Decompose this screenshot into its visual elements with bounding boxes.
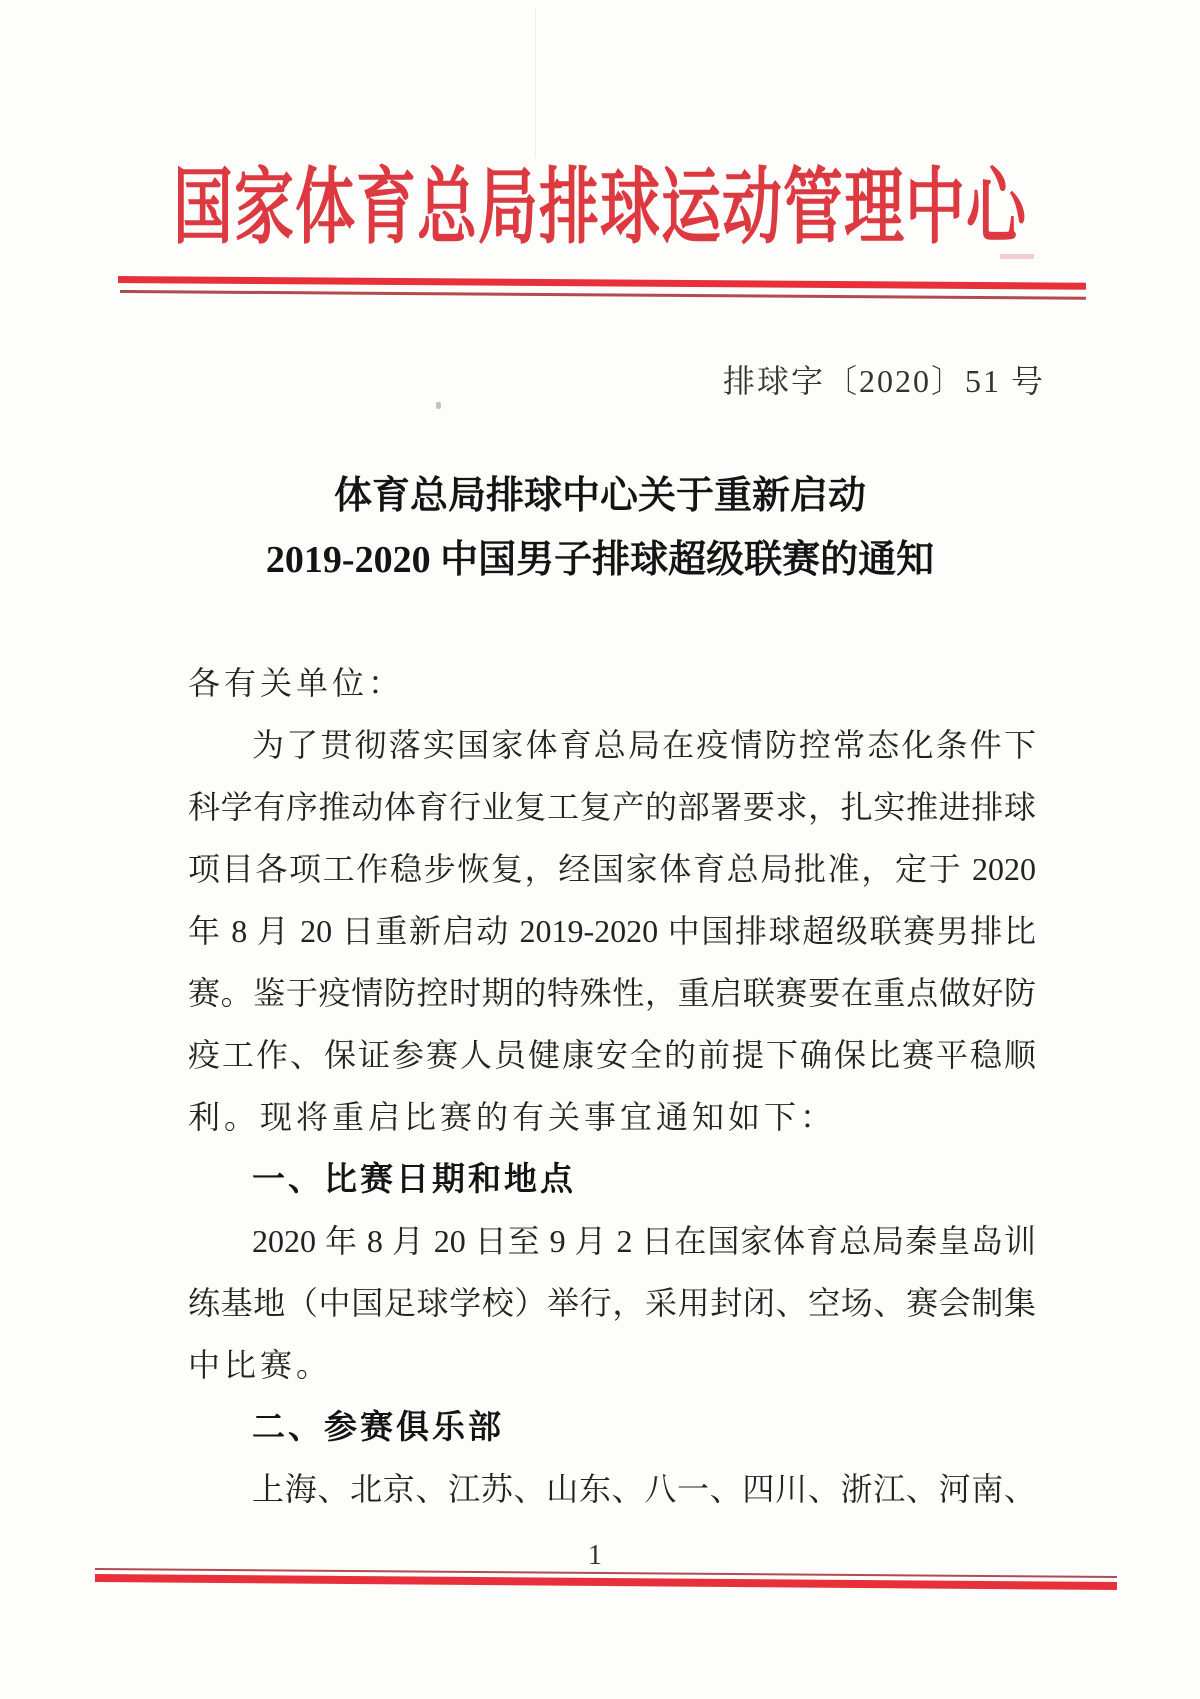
document-number: 排球字〔2020〕51 号 xyxy=(722,363,1045,399)
body-line: 上海、北京、江苏、山东、八一、四川、浙江、河南、 xyxy=(252,1471,1036,1507)
body-line: 疫工作、保证参赛人员健康安全的前提下确保比赛平稳顺 xyxy=(188,1037,1036,1073)
notice-body xyxy=(188,652,1036,1520)
letterhead-title-text: 国家体育总局排球运动管理中心 xyxy=(173,162,1027,254)
letterhead-title xyxy=(0,150,1200,266)
body-line: 练基地（中国足球学校）举行，采用封闭、空场、赛会制集 xyxy=(188,1285,1036,1321)
section-heading-1: 一、比赛日期和地点 xyxy=(252,1160,576,1197)
notice-title xyxy=(0,464,1200,592)
body-line: 为了贯彻落实国家体育总局在疫情防控常态化条件下 xyxy=(252,727,1036,763)
page-number: 1 xyxy=(588,1540,602,1571)
section-heading-2: 二、参赛俱乐部 xyxy=(252,1408,504,1445)
body-line: 年 8 月 20 日重新启动 2019-2020 中国排球超级联赛男排比 xyxy=(188,913,1036,949)
scan-artifact-dot xyxy=(436,402,441,409)
salutation: 各有关单位： xyxy=(188,665,405,701)
body-line: 2020 年 8 月 20 日至 9 月 2 日在国家体育总局秦皇岛训 xyxy=(252,1223,1036,1259)
scan-artifact-smudge xyxy=(1000,254,1034,259)
header-rule-thin xyxy=(120,290,1086,300)
body-line: 科学有序推动体育行业复工复产的部署要求，扎实推进排球 xyxy=(188,789,1036,825)
body-line: 中比赛。 xyxy=(188,1347,333,1383)
body-line: 赛。鉴于疫情防控时期的特殊性，重启联赛要在重点做好防 xyxy=(188,975,1036,1011)
notice-title-line2: 2019-2020 中国男子排球超级联赛的通知 xyxy=(265,539,935,581)
scan-artifact-fold-line xyxy=(535,8,536,158)
body-line: 利。现将重启比赛的有关事宜通知如下： xyxy=(188,1099,837,1135)
notice-title-line1: 体育总局排球中心关于重新启动 xyxy=(333,475,866,517)
body-line: 项目各项工作稳步恢复，经国家体育总局批准，定于 2020 xyxy=(188,851,1036,887)
